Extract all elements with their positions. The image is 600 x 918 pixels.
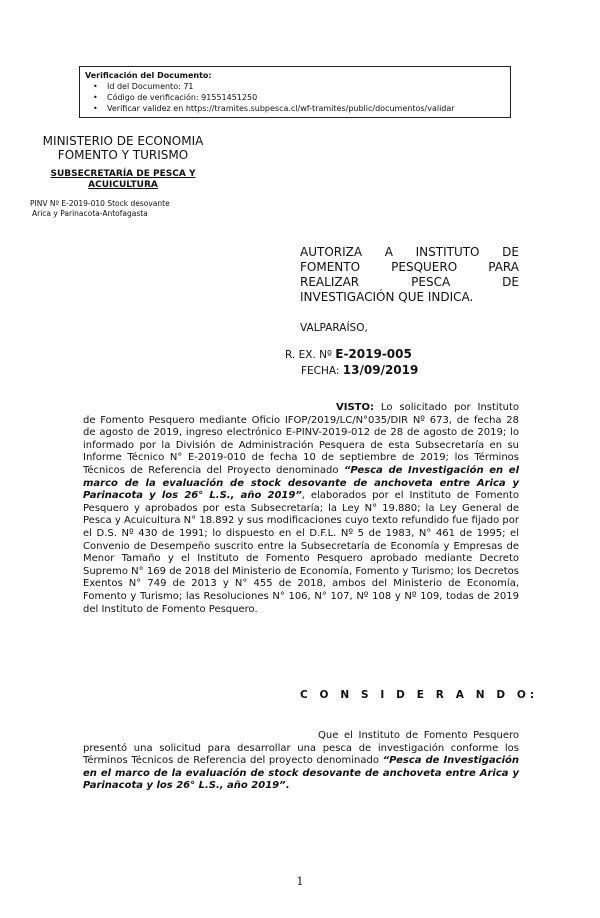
ministry-name (38, 134, 208, 162)
fecha-value: 13/09/2019 (342, 363, 419, 377)
rex-number: E-2019-005 (335, 347, 412, 361)
considerando-heading: C O N S I D E R A N D O: (300, 689, 539, 701)
resolution-title (300, 245, 519, 305)
verification-box (79, 66, 511, 118)
visto-text-1: Lo solicitado por Instituto de Fomento Pesquero mediante Oficio IFOP/2019/LC/N°035/DIR Nº 673, de fecha 28 de agosto de 2019, ingreso electrónico E-PINV-2019-012 de 28 de agosto de 2019; lo informado por la División de Administración Pesquera de esta Subsecretaría en su Informe Técnico N° E-2019-010 de fecha 10 de septiembre de 2019; los Términos Técnicos de Referencia del Proyecto denominado (83, 402, 519, 476)
city-label: VALPARAÍSO, (300, 322, 368, 334)
visto-label: VISTO: (336, 402, 374, 413)
pinv-line-1: PINV Nº E-2019-010 Stock desovante (30, 199, 170, 208)
resolution-date (301, 363, 418, 377)
pinv-reference (30, 199, 210, 219)
verification-item-code (85, 92, 505, 103)
rex-label: R. EX. Nº (285, 349, 332, 361)
considerando-project-name: “Pesca de Investigación en el marco de la evaluación de stock desovante de anchoveta entre Arica y Parinacota y los 26° L.S., año 2019” (83, 755, 519, 792)
verification-item-text: Código de verificación: 91551451250 (107, 93, 258, 102)
bullet-icon: • (93, 93, 98, 102)
visto-text-2: , elaborados por el Instituto de Fomento Pesquero y aprobados por esta Subsecretaría; la Ley N° 19.880; la Ley General de Pesca y Acuicultura N° 18.892 y sus modificaciones cuyo texto refundido fue fijado por el D.S. Nº 430 de 1991; lo dispuesto en el D.F.L. Nº 5 de 1983, N° 461 de 1995; el Convenio de Desempeño suscrito entre la Subsecretaría de Economía y Empresas de Menor Tamaño y el Instituto de Fomento Pesquero aprobado mediante Decreto Supremo N° 169 de 2018 del Ministerio de Economía, Fomento y Turismo; los Decretos Exentos N° 749 de 2013 y N° 455 de 2018, ambos del Ministerio de Economía, Fomento y Turismo; las Resoluciones N° 106, N° 107, Nº 108 y Nº 109, todas de 2019 del Instituto de Fomento Pesquero. (83, 490, 519, 615)
pinv-line-2: Arica y Parinacota-Antofagasta (32, 209, 148, 218)
verification-item-url[interactable] (85, 103, 505, 114)
resolution-title-line: INVESTIGACIÓN QUE INDICA. (300, 290, 474, 304)
resolution-number (285, 347, 412, 361)
subsecretaria-line-1: SUBSECRETARÍA DE PESCA Y (50, 169, 196, 179)
subsecretaria-line-2: ACUICULTURA (88, 180, 158, 190)
verification-title: Verificación del Documento: (85, 71, 212, 80)
subsecretaria-name (38, 169, 208, 191)
fecha-label: FECHA: (301, 365, 340, 377)
ministry-line-1: MINISTERIO DE ECONOMIA (42, 134, 204, 148)
considerando-text-2: . (285, 780, 290, 792)
resolution-title-line: FOMENTO PESQUERO PARA (300, 260, 519, 274)
bullet-icon: • (93, 82, 98, 91)
verification-item-text: Id del Documento: 71 (107, 82, 194, 91)
page-number: 1 (296, 875, 304, 888)
considerando-text-1: Que el Instituto de Fomento Pesquero presentó una solicitud para desarrollar una pesca de investigación conforme los Términos Técnicos de Referencia del proyecto denominado (83, 730, 519, 767)
visto-project-name: “Pesca de Investigación en el marco de la evaluación de stock desovante de anchoveta entre Arica y Parinacota y los 26° L.S., año 2019” (83, 464, 519, 502)
resolution-title-line: AUTORIZA A INSTITUTO DE (300, 245, 519, 259)
considerando-paragraph (83, 730, 519, 793)
verification-url-text[interactable]: Verificar validez en https://tramites.subpesca.cl/wf-tramites/public/documentos/validar (107, 104, 455, 113)
verification-item-id (85, 81, 505, 92)
resolution-title-line: REALIZAR PESCA DE (300, 275, 519, 289)
bullet-icon: • (93, 104, 98, 113)
ministry-line-2: FOMENTO Y TURISMO (57, 148, 189, 162)
visto-paragraph (83, 402, 519, 616)
